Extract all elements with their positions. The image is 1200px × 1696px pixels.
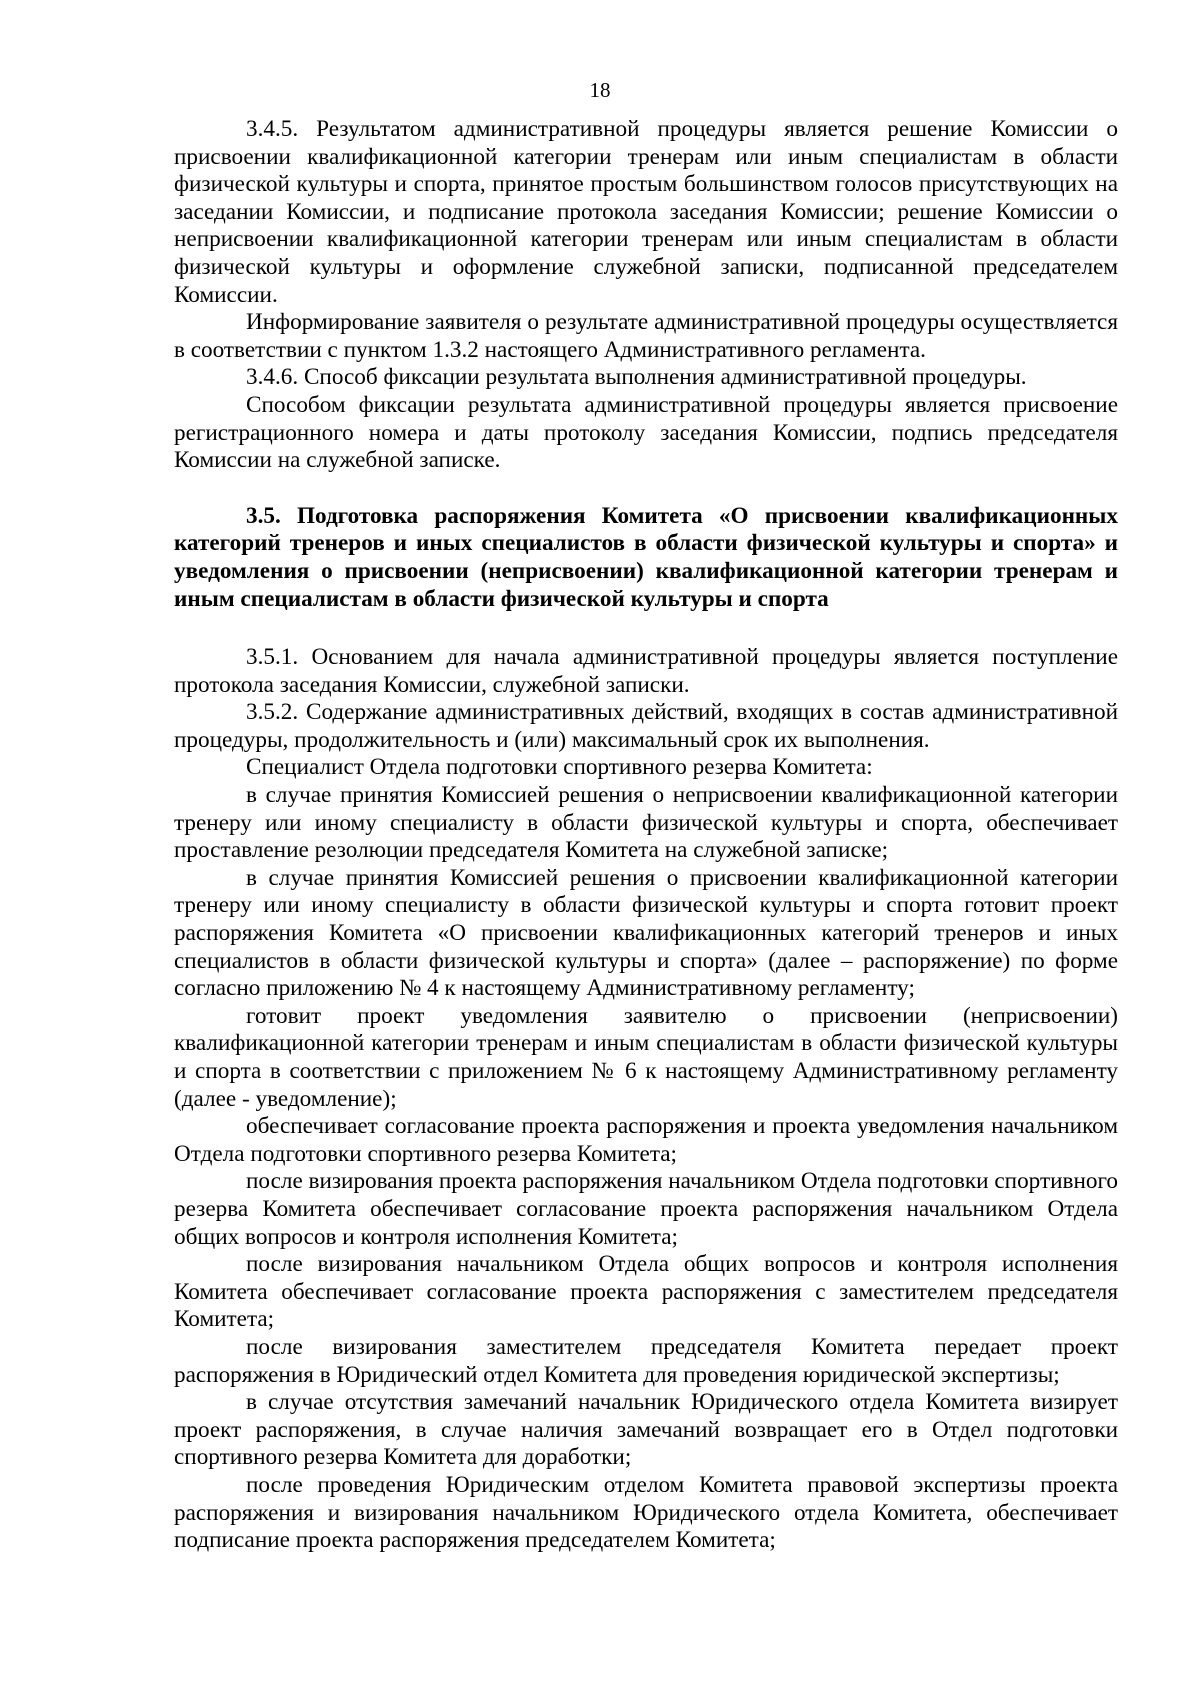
document-body: [174, 116, 1118, 1555]
paragraph-item: в случае отсутствия замечаний начальник Юридического отдела Комитета визирует проект распоряжения, в случае наличия замечаний возвращает его в Отдел подготовки спортивного резерва Комитета для доработки;: [174, 1389, 1118, 1471]
paragraph-item: готовит проект уведомления заявителю о присвоении (неприсвоении) квалификационной категории тренерам и иным специалистам в области физической культуры и спорта в соответствии с приложением № 6 к настоящему Административному регламенту (далее - уведомление);: [174, 1002, 1118, 1112]
paragraph-3-5-1: 3.5.1. Основанием для начала административной процедуры является поступление протокола заседания Комиссии, служебной записки.: [174, 644, 1118, 698]
paragraph-item: после проведения Юридическим отделом Комитета правовой экспертизы проекта распоряжения и визирования начальником Юридического отдела Комитета, обеспечивает подписание проекта распоряжения председателем Комитета;: [174, 1471, 1118, 1554]
section-heading-3-5: 3.5. Подготовка распоряжения Комитета «О присвоении квалификационных категорий тренеров и иных специалистов в области физической культуры и спорта» и уведомления о присвоении (неприсвоении) квалификационной категории тренерам и иным специалистам в области физической культуры и спорта: [174, 502, 1118, 612]
paragraph-specialist: Специалист Отдела подготовки спортивного резерва Комитета:: [246, 754, 873, 781]
paragraph-3-4-6: 3.4.6. Способ фиксации результата выполнения административной процедуры.: [246, 364, 1027, 391]
paragraph-3-5-2: 3.5.2. Содержание административных действий, входящих в состав административной процедуры, продолжительность и (или) максимальный срок их выполнения.: [174, 699, 1118, 753]
paragraph-fixation-method: Способом фиксации результата административной процедуры является присвоение регистрационного номера и даты протоколу заседания Комиссии, подпись председателя Комиссии на служебной записке.: [174, 391, 1118, 474]
spacer: [174, 613, 1118, 644]
page-number: 18: [589, 78, 611, 102]
paragraph-3-4-5: 3.4.5. Результатом административной процедуры является решение Комиссии о присвоении квалификационной категории тренерам или иным специалистам в области физической культуры и спорта, принятое простым большинством голосов присутствующих на заседании Комиссии, и подписание протокола заседания Комиссии; решение Комиссии о неприсвоении квалификационной категории тренерам или иным специалистам в области физической культуры и оформление служебной записки, подписанной председателем Комиссии.: [174, 116, 1118, 308]
paragraph-item: в случае принятия Комиссией решения о присвоении квалификационной категории тренеру или иному специалисту в области физической культуры и спорта готовит проект распоряжения Комитета «О присвоении квалификационных категорий тренеров и иных специалистов в области физической культуры и спорта» (далее – распоряжение) по форме согласно приложению № 4 к настоящему Административному регламенту;: [174, 864, 1118, 1002]
paragraph-item: в случае принятия Комиссией решения о неприсвоении квалификационной категории тренеру или иному специалисту в области физической культуры и спорта, обеспечивает проставление резолюции председателя Комитета на служебной записке;: [174, 782, 1118, 864]
paragraph-item: после визирования начальником Отдела общих вопросов и контроля исполнения Комитета обеспечивает согласование проекта распоряжения с заместителем председателя Комитета;: [174, 1251, 1118, 1333]
paragraph-item: обеспечивает согласование проекта распоряжения и проекта уведомления начальником Отдела подготовки спортивного резерва Комитета;: [174, 1113, 1118, 1167]
spacer: [174, 475, 1118, 503]
paragraph-item: после визирования проекта распоряжения начальником Отдела подготовки спортивного резерва Комитета обеспечивает согласование проекта распоряжения начальником Отдела общих вопросов и контроля исполнения Комитета;: [174, 1168, 1118, 1250]
paragraph-informing: Информирование заявителя о результате административной процедуры осуществляется в соответствии с пунктом 1.3.2 настоящего Административного регламента.: [174, 309, 1118, 363]
paragraph-item: после визирования заместителем председателя Комитета передает проект распоряжения в Юридический отдел Комитета для проведения юридической экспертизы;: [174, 1333, 1118, 1388]
